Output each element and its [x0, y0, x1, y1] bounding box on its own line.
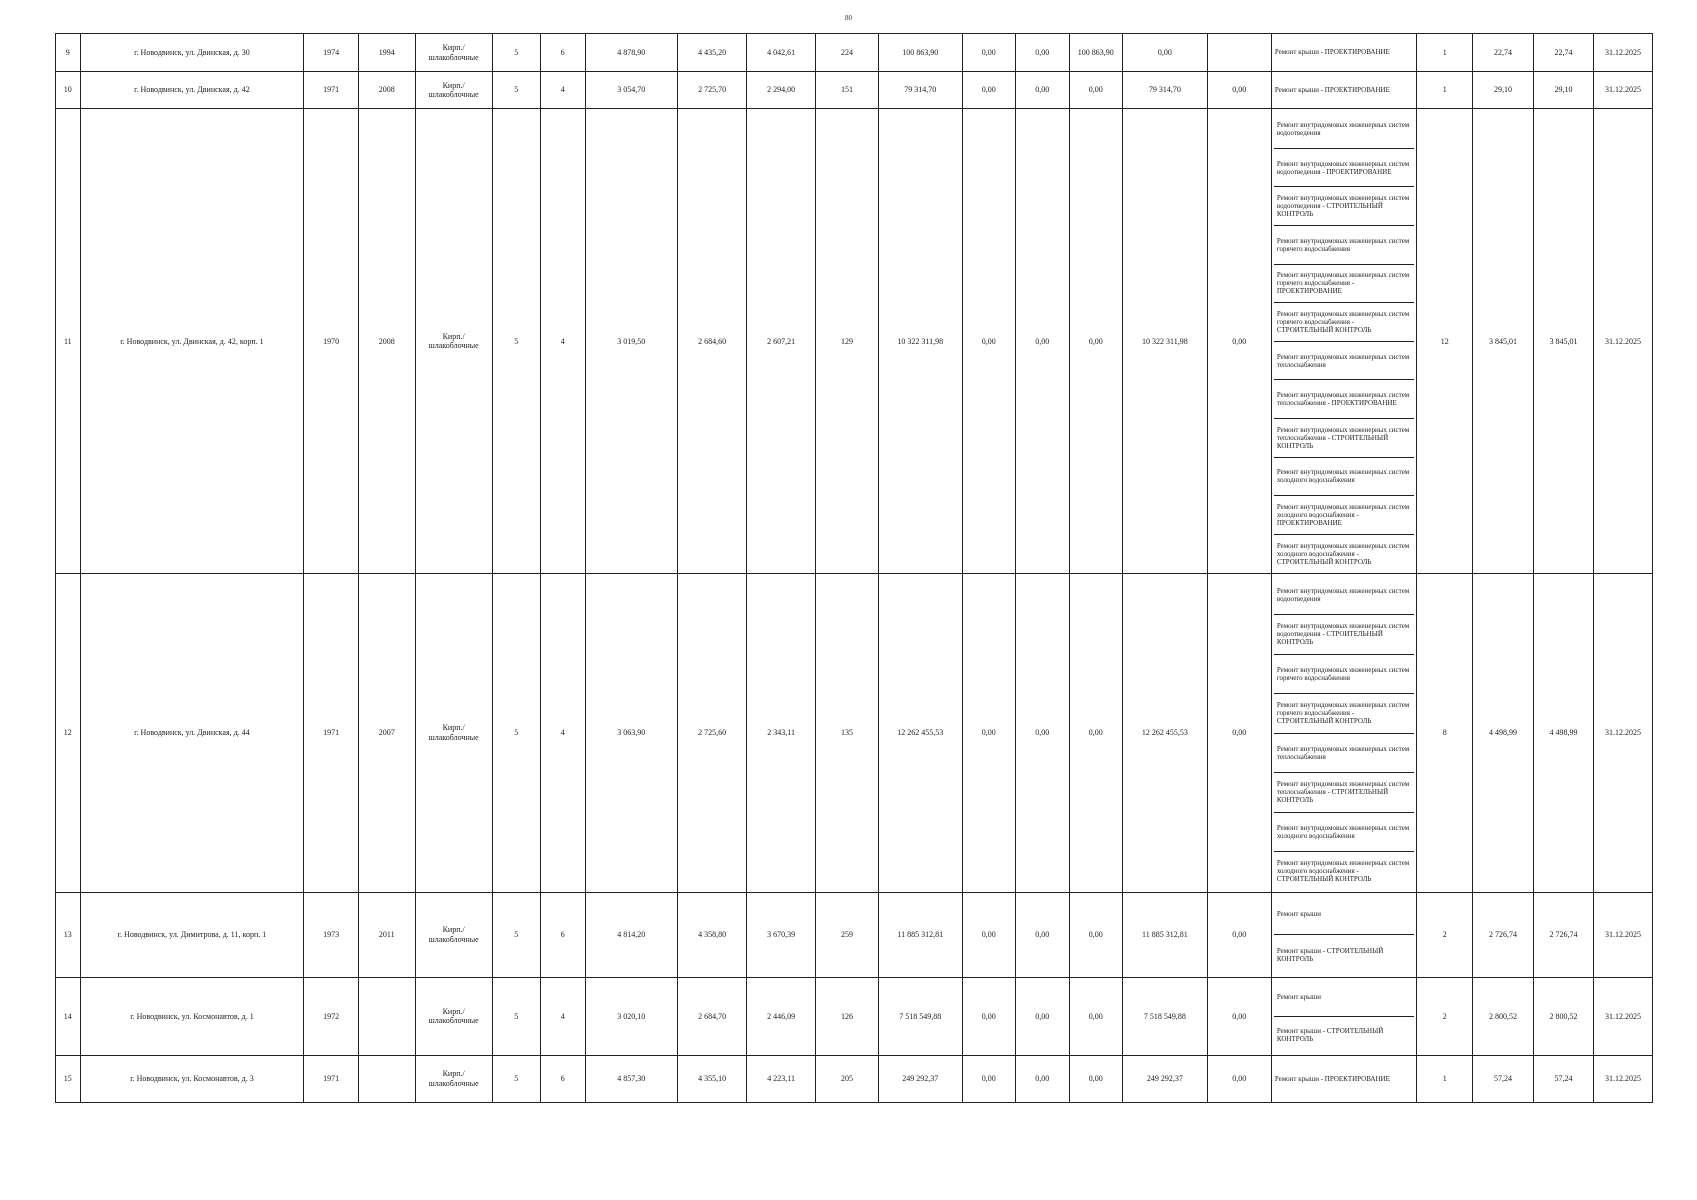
living-area-cell: 4 355,10 — [677, 1056, 747, 1103]
year-built-cell: 1971 — [304, 72, 359, 109]
cost-other-cell — [1207, 34, 1271, 72]
deadline-cell: 31.12.2025 — [1593, 1056, 1652, 1103]
wall-material-cell: Кирп./шлакоблочные — [415, 1056, 492, 1103]
year-repair-cell: 2011 — [358, 892, 415, 977]
work-item: Ремонт внутридомовых инженерных систем горячего водоснабжения - СТРОИТЕЛЬНЫЙ КОНТРОЛЬ — [1274, 694, 1415, 734]
owned-area-cell: 2 607,21 — [747, 109, 816, 574]
living-area-cell: 4 435,20 — [677, 34, 747, 72]
cost-fund-cell: 0,00 — [962, 72, 1016, 109]
wall-material-cell: Кирп./шлакоблочные — [415, 977, 492, 1055]
entrances-cell: 4 — [540, 977, 585, 1055]
address-cell: г. Новодвинск, ул. Двинская, д. 42 — [80, 72, 304, 109]
owned-area-cell: 3 670,39 — [747, 892, 816, 977]
unit-cost-cell: 57,24 — [1473, 1056, 1534, 1103]
wall-material-cell: Кирп./шлакоблочные — [415, 892, 492, 977]
works-list — [1274, 575, 1415, 890]
row-number: 11 — [56, 109, 81, 574]
work-item: Ремонт внутридомовых инженерных систем холодного водоснабжения — [1274, 458, 1415, 497]
unit-cost-cell: 3 845,01 — [1473, 109, 1534, 574]
cost-fund-cell: 0,00 — [962, 1056, 1016, 1103]
works-cell — [1271, 574, 1417, 892]
work-item: Ремонт крыши - СТРОИТЕЛЬНЫЙ КОНТРОЛЬ — [1276, 1027, 1384, 1044]
work-item: Ремонт внутридомовых инженерных систем водоотведения — [1274, 110, 1415, 149]
work-item: Ремонт внутридомовых инженерных систем теплоснабжения — [1274, 342, 1415, 381]
address-cell: г. Новодвинск, ул. Двинская, д. 42, корп. 1 — [80, 109, 304, 574]
works-count-cell: 2 — [1417, 892, 1473, 977]
cost-local-cell: 0,00 — [1069, 574, 1123, 892]
work-item: Ремонт внутридомовых инженерных систем теплоснабжения — [1274, 734, 1415, 774]
total-cost-cell: 11 885 312,81 — [879, 892, 962, 977]
cost-region-cell: 0,00 — [1016, 34, 1070, 72]
year-built-cell: 1971 — [304, 574, 359, 892]
row-number: 9 — [56, 34, 81, 72]
work-item: Ремонт внутридомовых инженерных систем горячего водоснабжения — [1274, 655, 1415, 695]
entrances-cell: 6 — [540, 892, 585, 977]
work-item: Ремонт внутридомовых инженерных систем горячего водоснабжения - СТРОИТЕЛЬНЫЙ КОНТРОЛЬ — [1274, 303, 1415, 342]
total-cost-cell: 249 292,37 — [879, 1056, 962, 1103]
deadline-cell: 31.12.2025 — [1593, 109, 1652, 574]
works-list — [1274, 110, 1415, 572]
work-item: Ремонт внутридомовых инженерных систем теплоснабжения - СТРОИТЕЛЬНЫЙ КОНТРОЛЬ — [1274, 773, 1415, 813]
residents-cell: 259 — [815, 892, 878, 977]
cost-fund-cell: 0,00 — [962, 34, 1016, 72]
owned-area-cell: 2 294,00 — [747, 72, 816, 109]
max-cost-cell: 2 726,74 — [1534, 892, 1594, 977]
cost-other-cell: 0,00 — [1207, 574, 1271, 892]
floors-cell: 5 — [492, 977, 540, 1055]
cost-region-cell: 0,00 — [1016, 72, 1070, 109]
entrances-cell: 6 — [540, 1056, 585, 1103]
total-cost-cell: 12 262 455,53 — [879, 574, 962, 892]
cost-owners-cell: 11 885 312,81 — [1123, 892, 1208, 977]
row-number: 14 — [56, 977, 81, 1055]
cost-owners-cell: 7 518 549,88 — [1123, 977, 1208, 1055]
year-repair-cell: 2008 — [358, 72, 415, 109]
total-cost-cell: 10 322 311,98 — [879, 109, 962, 574]
works-cell — [1271, 109, 1417, 574]
wall-material-cell: Кирп./шлакоблочные — [415, 574, 492, 892]
entrances-cell: 4 — [540, 109, 585, 574]
works-list — [1274, 979, 1415, 1054]
year-built-cell: 1972 — [304, 977, 359, 1055]
cost-local-cell: 0,00 — [1069, 109, 1123, 574]
works-count-cell: 8 — [1417, 574, 1473, 892]
row-number: 10 — [56, 72, 81, 109]
year-repair-cell — [358, 977, 415, 1055]
works-cell: Ремонт крыши - ПРОЕКТИРОВАНИЕ — [1271, 72, 1417, 109]
cost-fund-cell: 0,00 — [962, 109, 1016, 574]
work-item: Ремонт внутридомовых инженерных систем горячего водоснабжения — [1274, 226, 1415, 265]
cost-region-cell: 0,00 — [1016, 574, 1070, 892]
year-built-cell: 1970 — [304, 109, 359, 574]
living-area-cell: 2 684,60 — [677, 109, 747, 574]
living-area-cell: 4 358,80 — [677, 892, 747, 977]
cost-owners-cell: 249 292,37 — [1123, 1056, 1208, 1103]
year-repair-cell — [358, 1056, 415, 1103]
floors-cell: 5 — [492, 72, 540, 109]
total-cost-cell: 79 314,70 — [879, 72, 962, 109]
residents-cell: 224 — [815, 34, 878, 72]
total-area-cell: 4 814,20 — [585, 892, 677, 977]
unit-cost-cell: 2 800,52 — [1473, 977, 1534, 1055]
row-number: 15 — [56, 1056, 81, 1103]
work-item: Ремонт внутридомовых инженерных систем теплоснабжения - СТРОИТЕЛЬНЫЙ КОНТРОЛЬ — [1274, 419, 1415, 458]
row-number: 13 — [56, 892, 81, 977]
entrances-cell: 4 — [540, 574, 585, 892]
max-cost-cell: 57,24 — [1534, 1056, 1594, 1103]
table-row — [56, 574, 1653, 892]
floors-cell: 5 — [492, 109, 540, 574]
address-cell: г. Новодвинск, ул. Космонавтов, д. 1 — [80, 977, 304, 1055]
owned-area-cell: 2 446,09 — [747, 977, 816, 1055]
year-built-cell: 1974 — [304, 34, 359, 72]
cost-fund-cell: 0,00 — [962, 574, 1016, 892]
unit-cost-cell: 4 498,99 — [1473, 574, 1534, 892]
total-cost-cell: 7 518 549,88 — [879, 977, 962, 1055]
unit-cost-cell: 2 726,74 — [1473, 892, 1534, 977]
table-row — [56, 892, 1653, 977]
floors-cell: 5 — [492, 34, 540, 72]
floors-cell: 5 — [492, 1056, 540, 1103]
entrances-cell: 4 — [540, 72, 585, 109]
total-area-cell: 3 020,10 — [585, 977, 677, 1055]
table-row — [56, 1056, 1653, 1103]
deadline-cell: 31.12.2025 — [1593, 72, 1652, 109]
works-list — [1274, 894, 1415, 976]
year-repair-cell: 2007 — [358, 574, 415, 892]
cost-other-cell: 0,00 — [1207, 1056, 1271, 1103]
works-count-cell: 2 — [1417, 977, 1473, 1055]
works-cell — [1271, 977, 1417, 1055]
owned-area-cell: 4 042,61 — [747, 34, 816, 72]
deadline-cell: 31.12.2025 — [1593, 574, 1652, 892]
unit-cost-cell: 29,10 — [1473, 72, 1534, 109]
work-item: Ремонт внутридомовых инженерных систем водоотведения - ПРОЕКТИРОВАНИЕ — [1274, 149, 1415, 188]
total-area-cell: 4 878,90 — [585, 34, 677, 72]
work-item: Ремонт внутридомовых инженерных систем горячего водоснабжения - ПРОЕКТИРОВАНИЕ — [1274, 265, 1415, 304]
cost-local-cell: 0,00 — [1069, 977, 1123, 1055]
cost-owners-cell: 0,00 — [1123, 34, 1208, 72]
residents-cell: 126 — [815, 977, 878, 1055]
cost-other-cell: 0,00 — [1207, 109, 1271, 574]
residents-cell: 205 — [815, 1056, 878, 1103]
deadline-cell: 31.12.2025 — [1593, 892, 1652, 977]
residents-cell: 151 — [815, 72, 878, 109]
cost-owners-cell: 79 314,70 — [1123, 72, 1208, 109]
works-cell: Ремонт крыши - ПРОЕКТИРОВАНИЕ — [1271, 34, 1417, 72]
works-count-cell: 1 — [1417, 1056, 1473, 1103]
work-item: Ремонт внутридомовых инженерных систем холодного водоснабжения — [1274, 813, 1415, 853]
residents-cell: 129 — [815, 109, 878, 574]
year-built-cell: 1971 — [304, 1056, 359, 1103]
year-repair-cell: 1994 — [358, 34, 415, 72]
unit-cost-cell: 22,74 — [1473, 34, 1534, 72]
cost-owners-cell: 10 322 311,98 — [1123, 109, 1208, 574]
cost-other-cell: 0,00 — [1207, 72, 1271, 109]
cost-local-cell: 0,00 — [1069, 892, 1123, 977]
max-cost-cell: 29,10 — [1534, 72, 1594, 109]
table-row — [56, 72, 1653, 109]
works-cell: Ремонт крыши - ПРОЕКТИРОВАНИЕ — [1271, 1056, 1417, 1103]
work-item: Ремонт внутридомовых инженерных систем водоотведения - СТРОИТЕЛЬНЫЙ КОНТРОЛЬ — [1274, 187, 1415, 226]
cost-local-cell: 0,00 — [1069, 72, 1123, 109]
work-item: Ремонт крыши — [1274, 894, 1415, 936]
cost-region-cell: 0,00 — [1016, 1056, 1070, 1103]
cost-other-cell: 0,00 — [1207, 892, 1271, 977]
work-item: Ремонт внутридомовых инженерных систем холодного водоснабжения - ПРОЕКТИРОВАНИЕ — [1274, 496, 1415, 535]
cost-local-cell: 100 863,90 — [1069, 34, 1123, 72]
total-area-cell: 3 019,50 — [585, 109, 677, 574]
year-repair-cell: 2008 — [358, 109, 415, 574]
max-cost-cell: 2 800,52 — [1534, 977, 1594, 1055]
works-count-cell: 1 — [1417, 72, 1473, 109]
living-area-cell: 2 725,60 — [677, 574, 747, 892]
floors-cell: 5 — [492, 574, 540, 892]
floors-cell: 5 — [492, 892, 540, 977]
cost-region-cell: 0,00 — [1016, 977, 1070, 1055]
works-count-cell: 12 — [1417, 109, 1473, 574]
total-cost-cell: 100 863,90 — [879, 34, 962, 72]
address-cell: г. Новодвинск, ул. Димитрова, д. 11, корп. 1 — [80, 892, 304, 977]
living-area-cell: 2 725,70 — [677, 72, 747, 109]
work-item: Ремонт внутридомовых инженерных систем холодного водоснабжения - СТРОИТЕЛЬНЫЙ КОНТРОЛЬ — [1276, 859, 1410, 884]
address-cell: г. Новодвинск, ул. Двинская, д. 44 — [80, 574, 304, 892]
owned-area-cell: 2 343,11 — [747, 574, 816, 892]
work-item: Ремонт внутридомовых инженерных систем теплоснабжения - ПРОЕКТИРОВАНИЕ — [1274, 380, 1415, 419]
wall-material-cell: Кирп./шлакоблочные — [415, 72, 492, 109]
max-cost-cell: 3 845,01 — [1534, 109, 1594, 574]
repair-register-table — [55, 33, 1653, 1103]
works-cell — [1271, 892, 1417, 977]
wall-material-cell: Кирп./шлакоблочные — [415, 34, 492, 72]
total-area-cell: 3 063,90 — [585, 574, 677, 892]
cost-owners-cell: 12 262 455,53 — [1123, 574, 1208, 892]
living-area-cell: 2 684,70 — [677, 977, 747, 1055]
address-cell: г. Новодвинск, ул. Двинская, д. 30 — [80, 34, 304, 72]
work-item: Ремонт крыши - СТРОИТЕЛЬНЫЙ КОНТРОЛЬ — [1276, 947, 1384, 964]
residents-cell: 135 — [815, 574, 878, 892]
year-built-cell: 1973 — [304, 892, 359, 977]
cost-region-cell: 0,00 — [1016, 892, 1070, 977]
cost-other-cell: 0,00 — [1207, 977, 1271, 1055]
address-cell: г. Новодвинск, ул. Космонавтов, д. 3 — [80, 1056, 304, 1103]
cost-fund-cell: 0,00 — [962, 892, 1016, 977]
table-row — [56, 34, 1653, 72]
deadline-cell: 31.12.2025 — [1593, 977, 1652, 1055]
table-row — [56, 109, 1653, 574]
cost-region-cell: 0,00 — [1016, 109, 1070, 574]
max-cost-cell: 22,74 — [1534, 34, 1594, 72]
cost-local-cell: 0,00 — [1069, 1056, 1123, 1103]
owned-area-cell: 4 223,11 — [747, 1056, 816, 1103]
row-number: 12 — [56, 574, 81, 892]
total-area-cell: 4 857,30 — [585, 1056, 677, 1103]
max-cost-cell: 4 498,99 — [1534, 574, 1594, 892]
table-row — [56, 977, 1653, 1055]
deadline-cell: 31.12.2025 — [1593, 34, 1652, 72]
cost-fund-cell: 0,00 — [962, 977, 1016, 1055]
page-number: 80 — [845, 14, 852, 22]
work-item: Ремонт внутридомовых инженерных систем водоотведения — [1274, 575, 1415, 615]
works-count-cell: 1 — [1417, 34, 1473, 72]
entrances-cell: 6 — [540, 34, 585, 72]
work-item: Ремонт внутридомовых инженерных систем водоотведения - СТРОИТЕЛЬНЫЙ КОНТРОЛЬ — [1274, 615, 1415, 655]
total-area-cell: 3 054,70 — [585, 72, 677, 109]
wall-material-cell: Кирп./шлакоблочные — [415, 109, 492, 574]
work-item: Ремонт крыши — [1274, 979, 1415, 1017]
work-item: Ремонт внутридомовых инженерных систем холодного водоснабжения - СТРОИТЕЛЬНЫЙ КОНТРОЛЬ — [1276, 541, 1410, 566]
